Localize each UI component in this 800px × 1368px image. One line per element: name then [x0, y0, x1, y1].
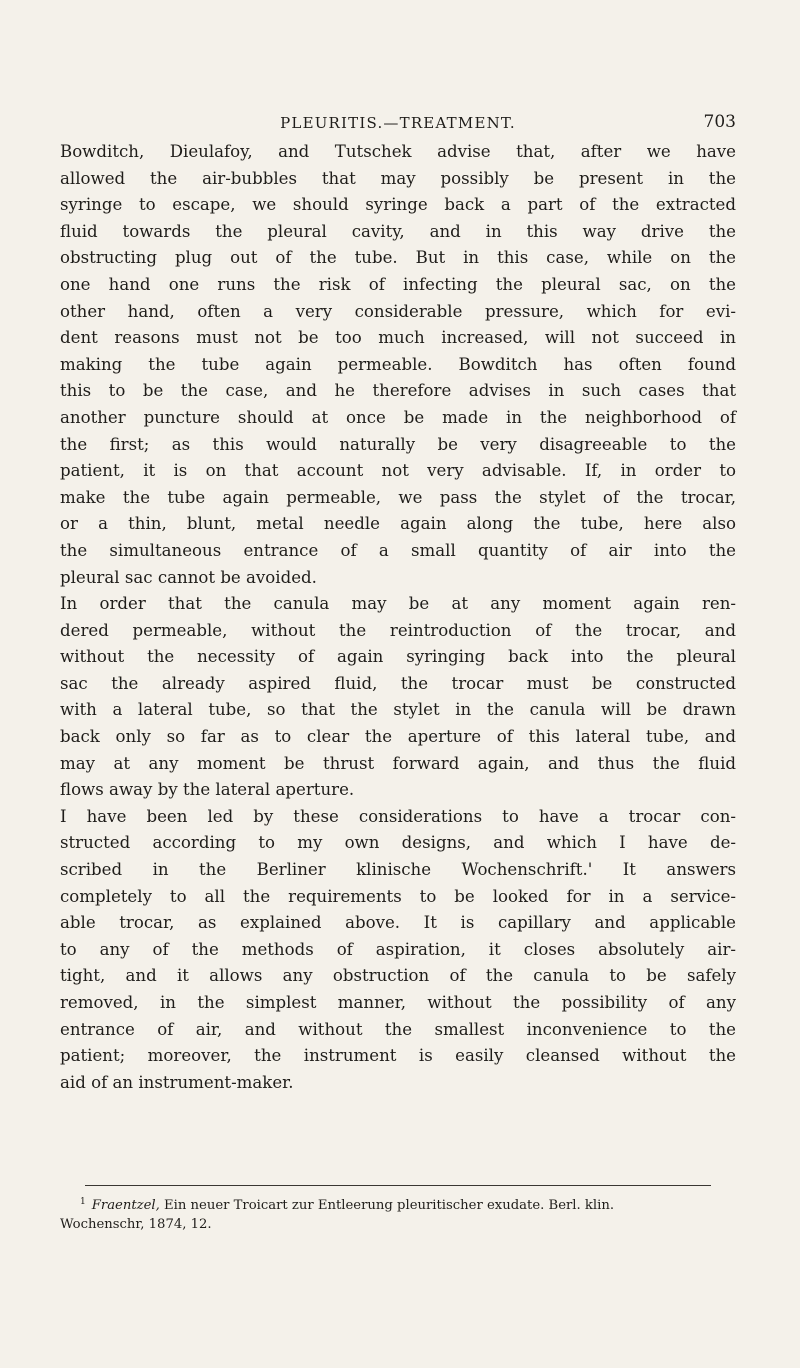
- page-number: 703: [703, 112, 736, 132]
- text-line: completely to all the requirements to be looked for in a service-: [60, 886, 736, 906]
- footnote-divider: [85, 1185, 711, 1186]
- footnote-marker: 1: [80, 1197, 86, 1207]
- footnote-first-line: [60, 1193, 736, 1215]
- text-line: syringe to escape, we should syringe back a part of the extracted: [60, 195, 736, 215]
- text-line: In order that the canula may be at any moment again ren-: [60, 594, 736, 614]
- text-line: other hand, often a very considerable pressure, which for evi-: [60, 301, 736, 321]
- footnote-citation: Ein neuer Troicart zur Entleerung pleuritischer exudate. Berl. klin.: [159, 1198, 615, 1213]
- text-line: scribed in the Berliner klinische Wochenschrift.' It answers: [60, 860, 736, 880]
- footnote-author: Fraentzel,: [91, 1198, 160, 1213]
- text-line: dent reasons must not be too much increased, will not succeed in: [60, 328, 736, 348]
- text-line: another puncture should at once be made in the neighborhood of: [60, 407, 736, 427]
- text-line: make the tube again permeable, we pass the stylet of the trocar,: [60, 487, 736, 507]
- text-line: patient; moreover, the instrument is easily cleansed without the: [60, 1046, 736, 1066]
- text-line: I have been led by these considerations to have a trocar con-: [60, 806, 736, 826]
- text-line: making the tube again permeable. Bowditch has often found: [60, 354, 736, 374]
- text-line: allowed the air-bubbles that may possibly be present in the: [60, 168, 736, 188]
- text-line: removed, in the simplest manner, without the possibility of any: [60, 993, 736, 1012]
- text-line: with a lateral tube, so that the stylet in the canula will be drawn: [60, 700, 736, 720]
- text-line: able trocar, as explained above. It is capillary and applicable: [60, 913, 736, 933]
- text-line: the first; as this would naturally be very disagreeable to the: [60, 434, 736, 454]
- text-line: this to be the case, and he therefore advises in such cases that: [60, 381, 736, 401]
- text-line: may at any moment be thrust forward again, and thus the fluid: [60, 753, 736, 773]
- text-line: fluid towards the pleural cavity, and in this way drive the: [60, 221, 736, 241]
- body-text: [60, 139, 736, 1096]
- footnote-continuation: Wochenschr, 1874, 12.: [60, 1217, 212, 1232]
- text-line: to any of the methods of aspiration, it closes absolutely air-: [60, 939, 736, 959]
- text-line: or a thin, blunt, metal needle again along the tube, here also: [60, 514, 736, 534]
- text-line: flows away by the lateral aperture.: [60, 780, 355, 800]
- text-line: entrance of air, and without the smallest inconvenience to the: [60, 1019, 736, 1039]
- text-line: tight, and it allows any obstruction of the canula to be safely: [60, 966, 736, 986]
- text-line: sac the already aspired fluid, the trocar must be constructed: [60, 673, 736, 693]
- running-head: [60, 112, 736, 140]
- text-line: one hand one runs the risk of infecting the pleural sac, on the: [60, 274, 736, 294]
- text-line: dered permeable, without the reintroduction of the trocar, and: [60, 620, 736, 640]
- text-line: structed according to my own designs, and which I have de-: [60, 833, 736, 853]
- footnote: [60, 1193, 736, 1234]
- text-line: aid of an instrument-maker.: [60, 1072, 294, 1092]
- text-line: Bowditch, Dieulafoy, and Tutschek advise that, after we have: [60, 142, 736, 161]
- text-line: without the necessity of again syringing back into the pleural: [60, 647, 736, 667]
- text-line: pleural sac cannot be avoided.: [60, 567, 317, 587]
- text-line: back only so far as to clear the aperture of this lateral tube, and: [60, 727, 736, 747]
- running-title: PLEURITIS.—TREATMENT.: [280, 114, 516, 132]
- text-line: the simultaneous entrance of a small quantity of air into the: [60, 540, 736, 560]
- text-line: patient, it is on that account not very advisable. If, in order to: [60, 461, 736, 481]
- text-line: obstructing plug out of the tube. But in this case, while on the: [60, 248, 736, 268]
